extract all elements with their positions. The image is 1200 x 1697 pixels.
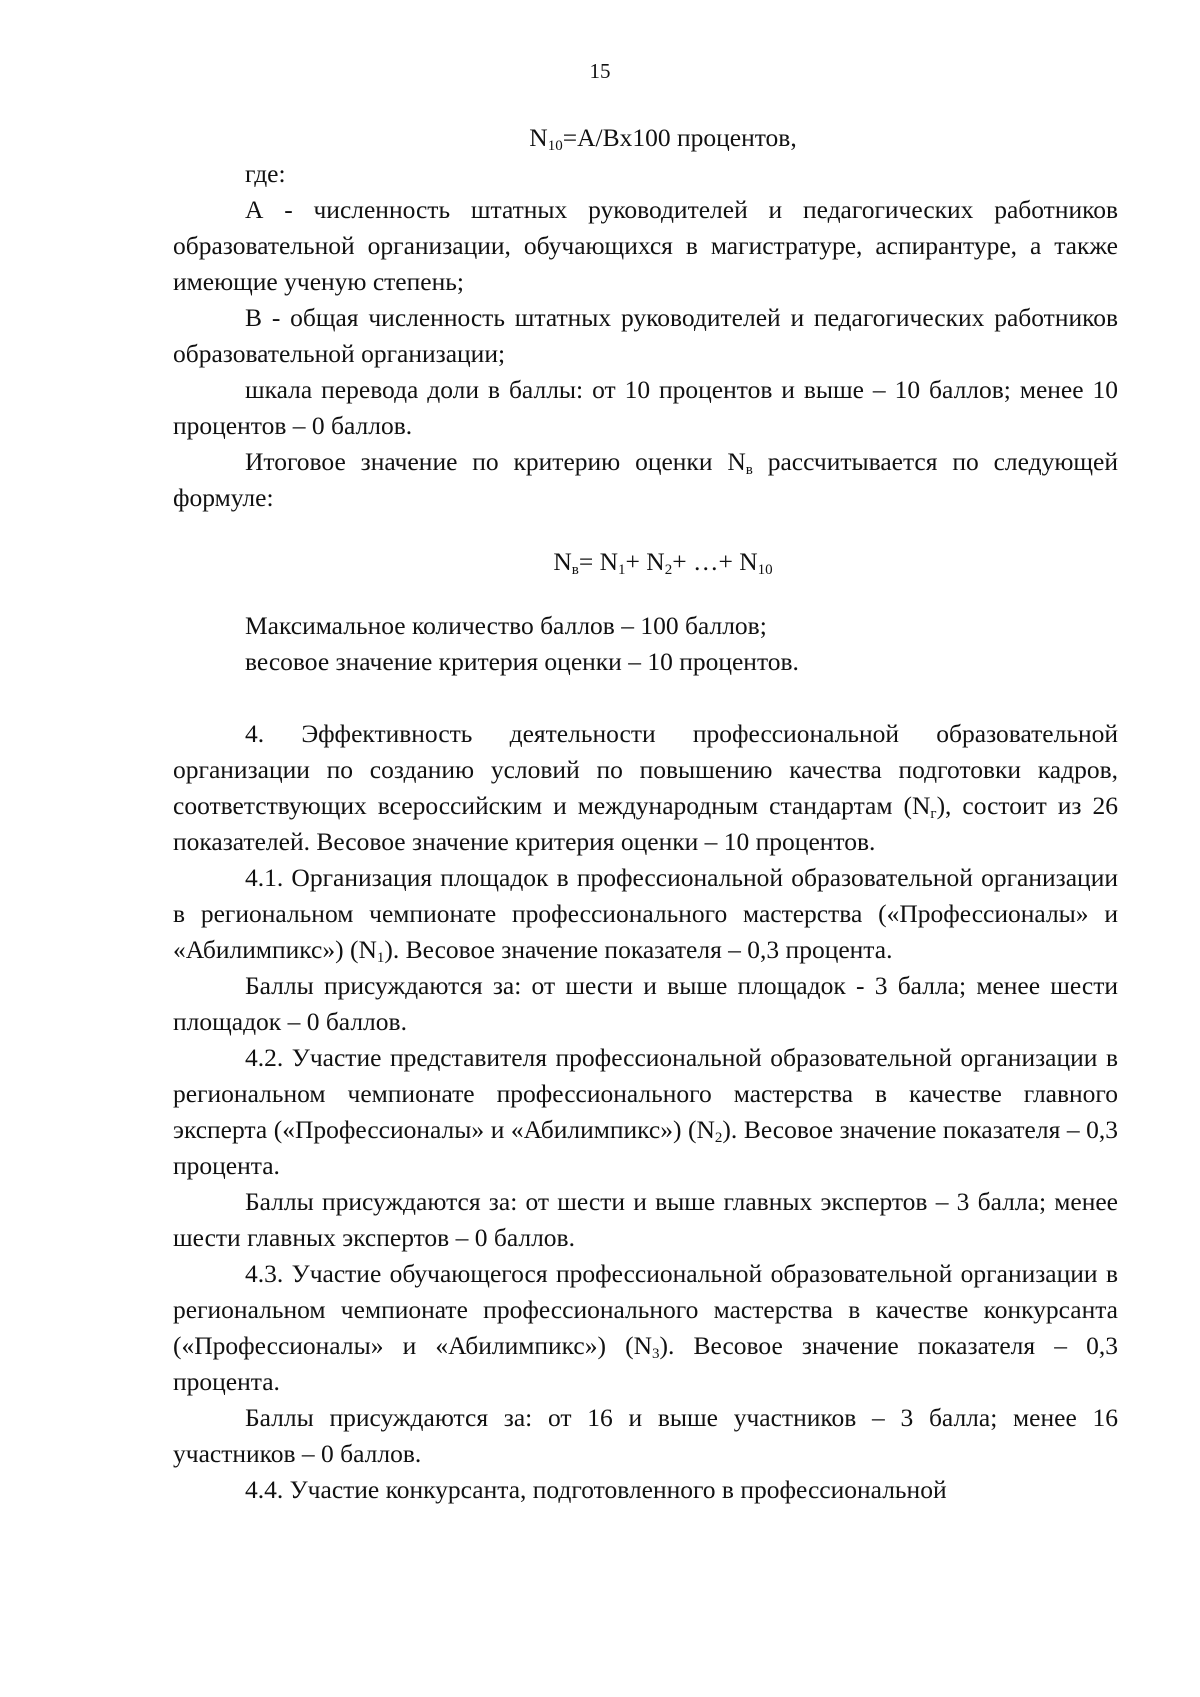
formula-n10-symbol: N xyxy=(529,123,548,152)
section-4-1 xyxy=(173,860,1118,968)
section-4-2-points: Баллы присуждаются за: от шести и выше главных экспертов – 3 балла; менее шести главных экспертов – 0 баллов. xyxy=(173,1187,1118,1252)
section-4-3-subscript: 3 xyxy=(652,1346,660,1362)
formula-n10-subscript: 10 xyxy=(547,138,563,154)
scale-paragraph: шкала перевода доли в баллы: от 10 процентов и выше – 10 баллов; менее 10 процентов – 0 баллов. xyxy=(173,375,1118,440)
section-4-3-text-after: ). Весовое значение показателя – 0,3 процента. xyxy=(173,1331,1119,1396)
document-body xyxy=(173,120,1118,1508)
section-spacer xyxy=(173,680,1118,716)
formula-nv-subscript: 10 xyxy=(757,562,773,578)
section-4-text-after: ), состоит из 26 показателей. Весовое значение критерия оценки – 10 процентов. xyxy=(173,791,1118,856)
criterion-weight: весовое значение критерия оценки – 10 процентов. xyxy=(245,647,799,676)
section-4-3 xyxy=(173,1256,1118,1400)
final-value-intro xyxy=(173,444,1118,516)
section-4-2 xyxy=(173,1040,1118,1184)
section-4-subscript: г xyxy=(930,806,937,822)
formula-nv-subscript: 2 xyxy=(664,562,673,578)
formula-n10-expression: =A/Bх100 процентов, xyxy=(562,123,797,152)
formula-nv-subscript: в xyxy=(571,562,579,578)
section-4-2-text-after: ). Весовое значение показателя – 0,3 процента. xyxy=(173,1115,1118,1180)
definition-a: А - численность штатных руководителей и педагогических работников образовательной организации, обучающихся в магистратуре, аспирантуре, а также имеющие ученую степень; xyxy=(173,195,1118,296)
final-value-text-after: рассчитывается по следующей формуле: xyxy=(173,447,1118,512)
definition-b: В - общая численность штатных руководителей и педагогических работников образовательной организации; xyxy=(173,303,1118,368)
section-4-2-subscript: 2 xyxy=(714,1130,723,1146)
section-4-1-text-after: ). Весовое значение показателя – 0,3 процента. xyxy=(384,935,893,964)
formula-nv-part: + …+ N xyxy=(672,547,758,576)
section-4-3-points: Баллы присуждаются за: от 16 и выше участников – 3 балла; менее 16 участников – 0 баллов. xyxy=(173,1403,1118,1468)
formula-nv-subscript: 1 xyxy=(618,562,626,578)
page-number: 15 xyxy=(589,59,611,83)
final-value-subscript: в xyxy=(745,462,753,478)
formula-nv-part: = N xyxy=(578,547,619,576)
section-4-3-text-before: 4.3. Участие обучающегося профессиональной образовательной организации в региональном чемпионате профессионального мастерства в качестве конкурсанта («Профессионалы» и «Абилимпикс») (N xyxy=(173,1259,1118,1360)
section-4 xyxy=(173,716,1118,860)
formula-n10 xyxy=(173,120,1118,156)
section-4-1-text-before: 4.1. Организация площадок в профессиональной образовательной организации в региональном чемпионате профессионального мастерства («Профессионалы» и «Абилимпикс») (N xyxy=(173,863,1118,964)
final-value-text-before: Итоговое значение по критерию оценки N xyxy=(245,447,746,476)
where-label: где: xyxy=(245,159,286,188)
formula-nv-part: N xyxy=(553,547,572,576)
section-4-text-before: 4. Эффективность деятельности профессиональной образовательной организации по созданию условий по повышению качества подготовки кадров, соответствующих всероссийским и международным стандартам (N xyxy=(173,719,1118,820)
section-4-1-subscript: 1 xyxy=(376,950,385,966)
formula-nv-part: + N xyxy=(625,547,665,576)
section-4-2-text-before: 4.2. Участие представителя профессиональной образовательной организации в региональном чемпионате профессионального мастерства в качестве главного эксперта («Профессионалы» и «Абилимпикс») (N xyxy=(173,1043,1118,1144)
formula-nv xyxy=(173,544,1118,580)
section-4-1-points: Баллы присуждаются за: от шести и выше площадок - 3 балла; менее шести площадок – 0 баллов. xyxy=(173,971,1118,1036)
max-points: Максимальное количество баллов – 100 баллов; xyxy=(245,611,767,640)
section-4-4: 4.4. Участие конкурсанта, подготовленного в профессиональной xyxy=(245,1475,947,1504)
